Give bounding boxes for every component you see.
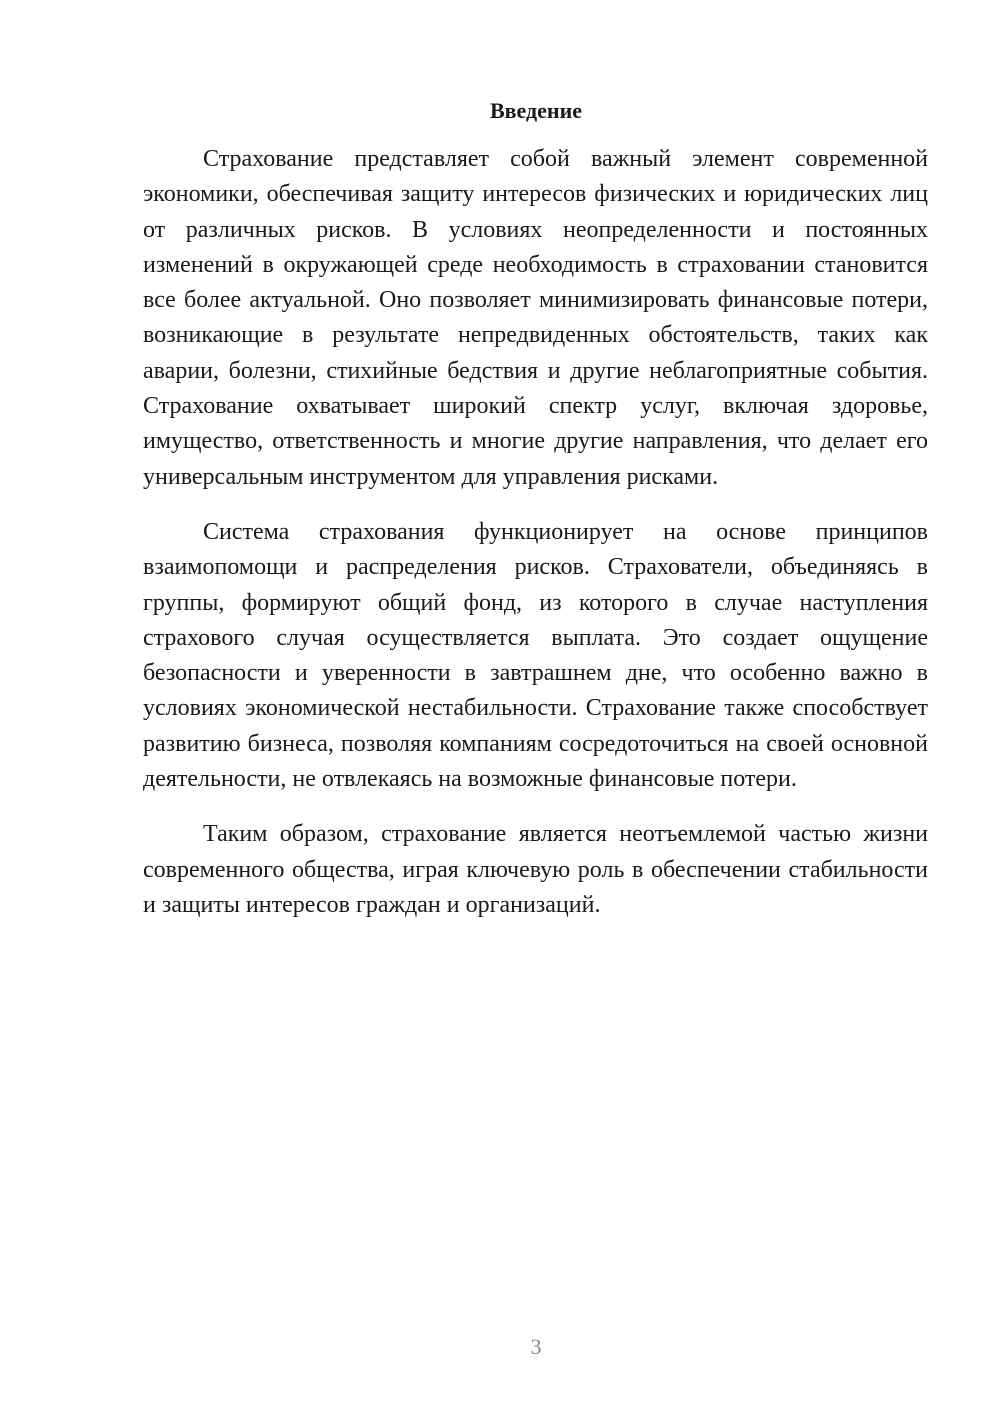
paragraph-1: Страхование представляет собой важный элемент современной экономики, обеспечивая защиту интересов физических и юридических лиц от различных рисков. В условиях неопределенности и постоянных изменений в окружающей среде необходимость в страховании становится все более актуальной. Оно позволяет минимизировать финансовые потери, возникающие в результате непредвиденных обстоятельств, таких как аварии, болезни, стихийные бедствия и другие неблагоприятные события. Страхование охватывает широкий спектр услуг, включая здоровье, имущество, ответственность и многие другие направления, что делает его универсальным инструментом для управления рисками.	[143, 146, 928, 490]
body-text	[143, 142, 928, 943]
paragraph-2: Система страхования функционирует на основе принципов взаимопомощи и распределения рисков. Страхователи, объединяясь в группы, формируют общий фонд, из которого в случае наступления страхового случая осуществляется выплата. Это создает ощущение безопасности и уверенности в завтрашнем дне, что особенно важно в условиях экономической нестабильности. Страхование также способствует развитию бизнеса, позволяя компаниям сосредоточиться на своей основной деятельности, не отвлекаясь на возможные финансовые потери.	[143, 518, 928, 793]
section-title: Введение	[489, 98, 583, 123]
paragraph-3: Таким образом, страхование является неотъемлемой частью жизни современного общества, играя ключевую роль в обеспечении стабильности и защиты интересов граждан и организаций.	[143, 821, 928, 918]
page-number: 3	[530, 1334, 542, 1359]
